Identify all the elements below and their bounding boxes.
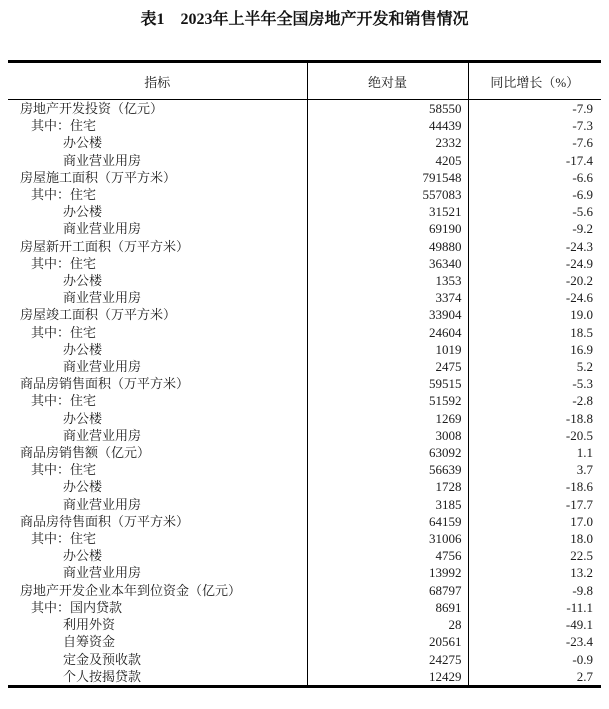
table-row (8, 478, 601, 495)
growth-value-cell: -17.4 (468, 152, 601, 169)
indicator-cell: 定金及预收款 (63, 651, 142, 667)
absolute-value-cell: 557083 (307, 186, 468, 203)
absolute-value-cell: 1353 (307, 272, 468, 289)
growth-value-cell: -7.9 (468, 100, 601, 118)
table-body (8, 100, 601, 687)
table-row (8, 272, 601, 289)
table-row (8, 117, 601, 134)
absolute-value-cell: 1269 (307, 410, 468, 427)
absolute-value-cell: 1019 (307, 341, 468, 358)
absolute-value-cell: 63092 (307, 444, 468, 461)
indicator-cell: 其中：住宅 (31, 187, 97, 203)
indicator-cell: 商业营业用房 (63, 359, 142, 375)
column-header-indicator: 指标 (8, 62, 307, 100)
indicator-cell: 房地产开发投资（亿元） (20, 101, 164, 116)
table-row (8, 152, 601, 169)
absolute-value-cell: 2475 (307, 358, 468, 375)
absolute-value-cell: 8691 (307, 599, 468, 616)
absolute-value-cell: 59515 (307, 375, 468, 392)
table-row (8, 496, 601, 513)
indicator-cell: 其中：住宅 (31, 462, 97, 478)
indicator-cell: 办公楼 (63, 548, 103, 564)
indicator-cell: 商品房销售额（亿元） (20, 445, 151, 461)
absolute-value-cell: 68797 (307, 582, 468, 599)
indicator-cell: 房屋竣工面积（万平方米） (20, 307, 177, 323)
table-row (8, 582, 601, 599)
table-row (8, 651, 601, 668)
growth-value-cell: 1.1 (468, 444, 601, 461)
header-row (8, 62, 601, 100)
growth-value-cell: 13.2 (468, 564, 601, 581)
indicator-cell: 办公楼 (63, 479, 103, 495)
absolute-value-cell: 2332 (307, 134, 468, 151)
growth-value-cell: -9.2 (468, 220, 601, 237)
absolute-value-cell: 13992 (307, 564, 468, 581)
table-row (8, 410, 601, 427)
absolute-value-cell: 4756 (307, 547, 468, 564)
growth-value-cell: -6.6 (468, 169, 601, 186)
absolute-value-cell: 31521 (307, 203, 468, 220)
growth-value-cell: -2.8 (468, 392, 601, 409)
growth-value-cell: -24.9 (468, 255, 601, 272)
absolute-value-cell: 51592 (307, 392, 468, 409)
indicator-cell: 其中：住宅 (31, 255, 97, 271)
growth-value-cell: -5.6 (468, 203, 601, 220)
absolute-value-cell: 3008 (307, 427, 468, 444)
indicator-cell: 房屋新开工面积（万平方米） (20, 238, 190, 254)
table-row (8, 461, 601, 478)
growth-value-cell: 16.9 (468, 341, 601, 358)
indicator-cell: 办公楼 (63, 341, 103, 357)
growth-value-cell: 2.7 (468, 668, 601, 687)
indicator-cell: 商业营业用房 (63, 221, 142, 237)
table-row (8, 169, 601, 186)
growth-value-cell: 5.2 (468, 358, 601, 375)
table-row (8, 255, 601, 272)
growth-value-cell: -24.3 (468, 238, 601, 255)
table-row (8, 358, 601, 375)
absolute-value-cell: 36340 (307, 255, 468, 272)
column-header-growth: 同比增长（%） (468, 62, 601, 100)
absolute-value-cell: 31006 (307, 530, 468, 547)
indicator-cell: 其中：住宅 (31, 324, 97, 340)
absolute-value-cell: 28 (307, 616, 468, 633)
indicator-cell: 其中：国内贷款 (31, 599, 123, 615)
indicator-cell: 个人按揭贷款 (63, 668, 142, 684)
growth-value-cell: -18.8 (468, 410, 601, 427)
table-row (8, 375, 601, 392)
table-row (8, 289, 601, 306)
table-row (8, 599, 601, 616)
absolute-value-cell: 3374 (307, 289, 468, 306)
indicator-cell: 办公楼 (63, 410, 103, 426)
growth-value-cell: -11.1 (468, 599, 601, 616)
indicator-cell: 办公楼 (63, 204, 103, 220)
table-row (8, 341, 601, 358)
table-row (8, 100, 601, 118)
table-row (8, 324, 601, 341)
growth-value-cell: 3.7 (468, 461, 601, 478)
table-row (8, 444, 601, 461)
table-row (8, 392, 601, 409)
indicator-cell: 商业营业用房 (63, 565, 142, 581)
indicator-cell: 办公楼 (63, 135, 103, 151)
growth-value-cell: -20.2 (468, 272, 601, 289)
absolute-value-cell: 24275 (307, 651, 468, 668)
indicator-cell: 房地产开发企业本年到位资金（亿元） (20, 582, 242, 598)
table-row (8, 564, 601, 581)
growth-value-cell: -7.3 (468, 117, 601, 134)
indicator-cell: 其中：住宅 (31, 118, 97, 134)
indicator-cell: 其中：住宅 (31, 531, 97, 547)
table-row (8, 668, 601, 687)
growth-value-cell: 17.0 (468, 513, 601, 530)
table-title: 表1 2023年上半年全国房地产开发和销售情况 (140, 11, 469, 28)
indicator-cell: 商品房待售面积（万平方米） (20, 513, 190, 529)
growth-value-cell: -5.3 (468, 375, 601, 392)
indicator-cell: 利用外资 (63, 617, 116, 633)
growth-value-cell: 18.0 (468, 530, 601, 547)
growth-value-cell: 19.0 (468, 306, 601, 323)
growth-value-cell: -9.8 (468, 582, 601, 599)
table-row (8, 547, 601, 564)
absolute-value-cell: 33904 (307, 306, 468, 323)
table-row (8, 530, 601, 547)
absolute-value-cell: 58550 (307, 100, 468, 118)
indicator-cell: 办公楼 (63, 273, 103, 289)
table-row (8, 633, 601, 650)
table-row (8, 616, 601, 633)
table-row (8, 306, 601, 323)
growth-value-cell: -23.4 (468, 633, 601, 650)
table-row (8, 238, 601, 255)
growth-value-cell: 22.5 (468, 547, 601, 564)
absolute-value-cell: 20561 (307, 633, 468, 650)
indicator-cell: 房屋施工面积（万平方米） (20, 169, 177, 185)
growth-value-cell: -7.6 (468, 134, 601, 151)
absolute-value-cell: 3185 (307, 496, 468, 513)
table-row (8, 513, 601, 530)
table-row (8, 186, 601, 203)
column-header-absolute: 绝对量 (307, 62, 468, 100)
stats-table (8, 60, 601, 688)
growth-value-cell: -20.5 (468, 427, 601, 444)
absolute-value-cell: 12429 (307, 668, 468, 687)
absolute-value-cell: 49880 (307, 238, 468, 255)
table-row (8, 220, 601, 237)
absolute-value-cell: 4205 (307, 152, 468, 169)
growth-value-cell: -17.7 (468, 496, 601, 513)
indicator-cell: 其中：住宅 (31, 393, 97, 409)
indicator-cell: 商业营业用房 (63, 496, 142, 512)
absolute-value-cell: 64159 (307, 513, 468, 530)
absolute-value-cell: 1728 (307, 478, 468, 495)
report-page (0, 9, 609, 688)
growth-value-cell: -0.9 (468, 651, 601, 668)
absolute-value-cell: 24604 (307, 324, 468, 341)
indicator-cell: 商业营业用房 (63, 152, 142, 168)
table-row (8, 427, 601, 444)
indicator-cell: 自筹资金 (63, 634, 116, 650)
absolute-value-cell: 791548 (307, 169, 468, 186)
growth-value-cell: -24.6 (468, 289, 601, 306)
absolute-value-cell: 44439 (307, 117, 468, 134)
indicator-cell: 商品房销售面积（万平方米） (20, 376, 190, 392)
growth-value-cell: -49.1 (468, 616, 601, 633)
growth-value-cell: -6.9 (468, 186, 601, 203)
indicator-cell: 商业营业用房 (63, 427, 142, 443)
absolute-value-cell: 56639 (307, 461, 468, 478)
growth-value-cell: -18.6 (468, 478, 601, 495)
absolute-value-cell: 69190 (307, 220, 468, 237)
table-row (8, 134, 601, 151)
table-row (8, 203, 601, 220)
indicator-cell: 商业营业用房 (63, 290, 142, 306)
growth-value-cell: 18.5 (468, 324, 601, 341)
